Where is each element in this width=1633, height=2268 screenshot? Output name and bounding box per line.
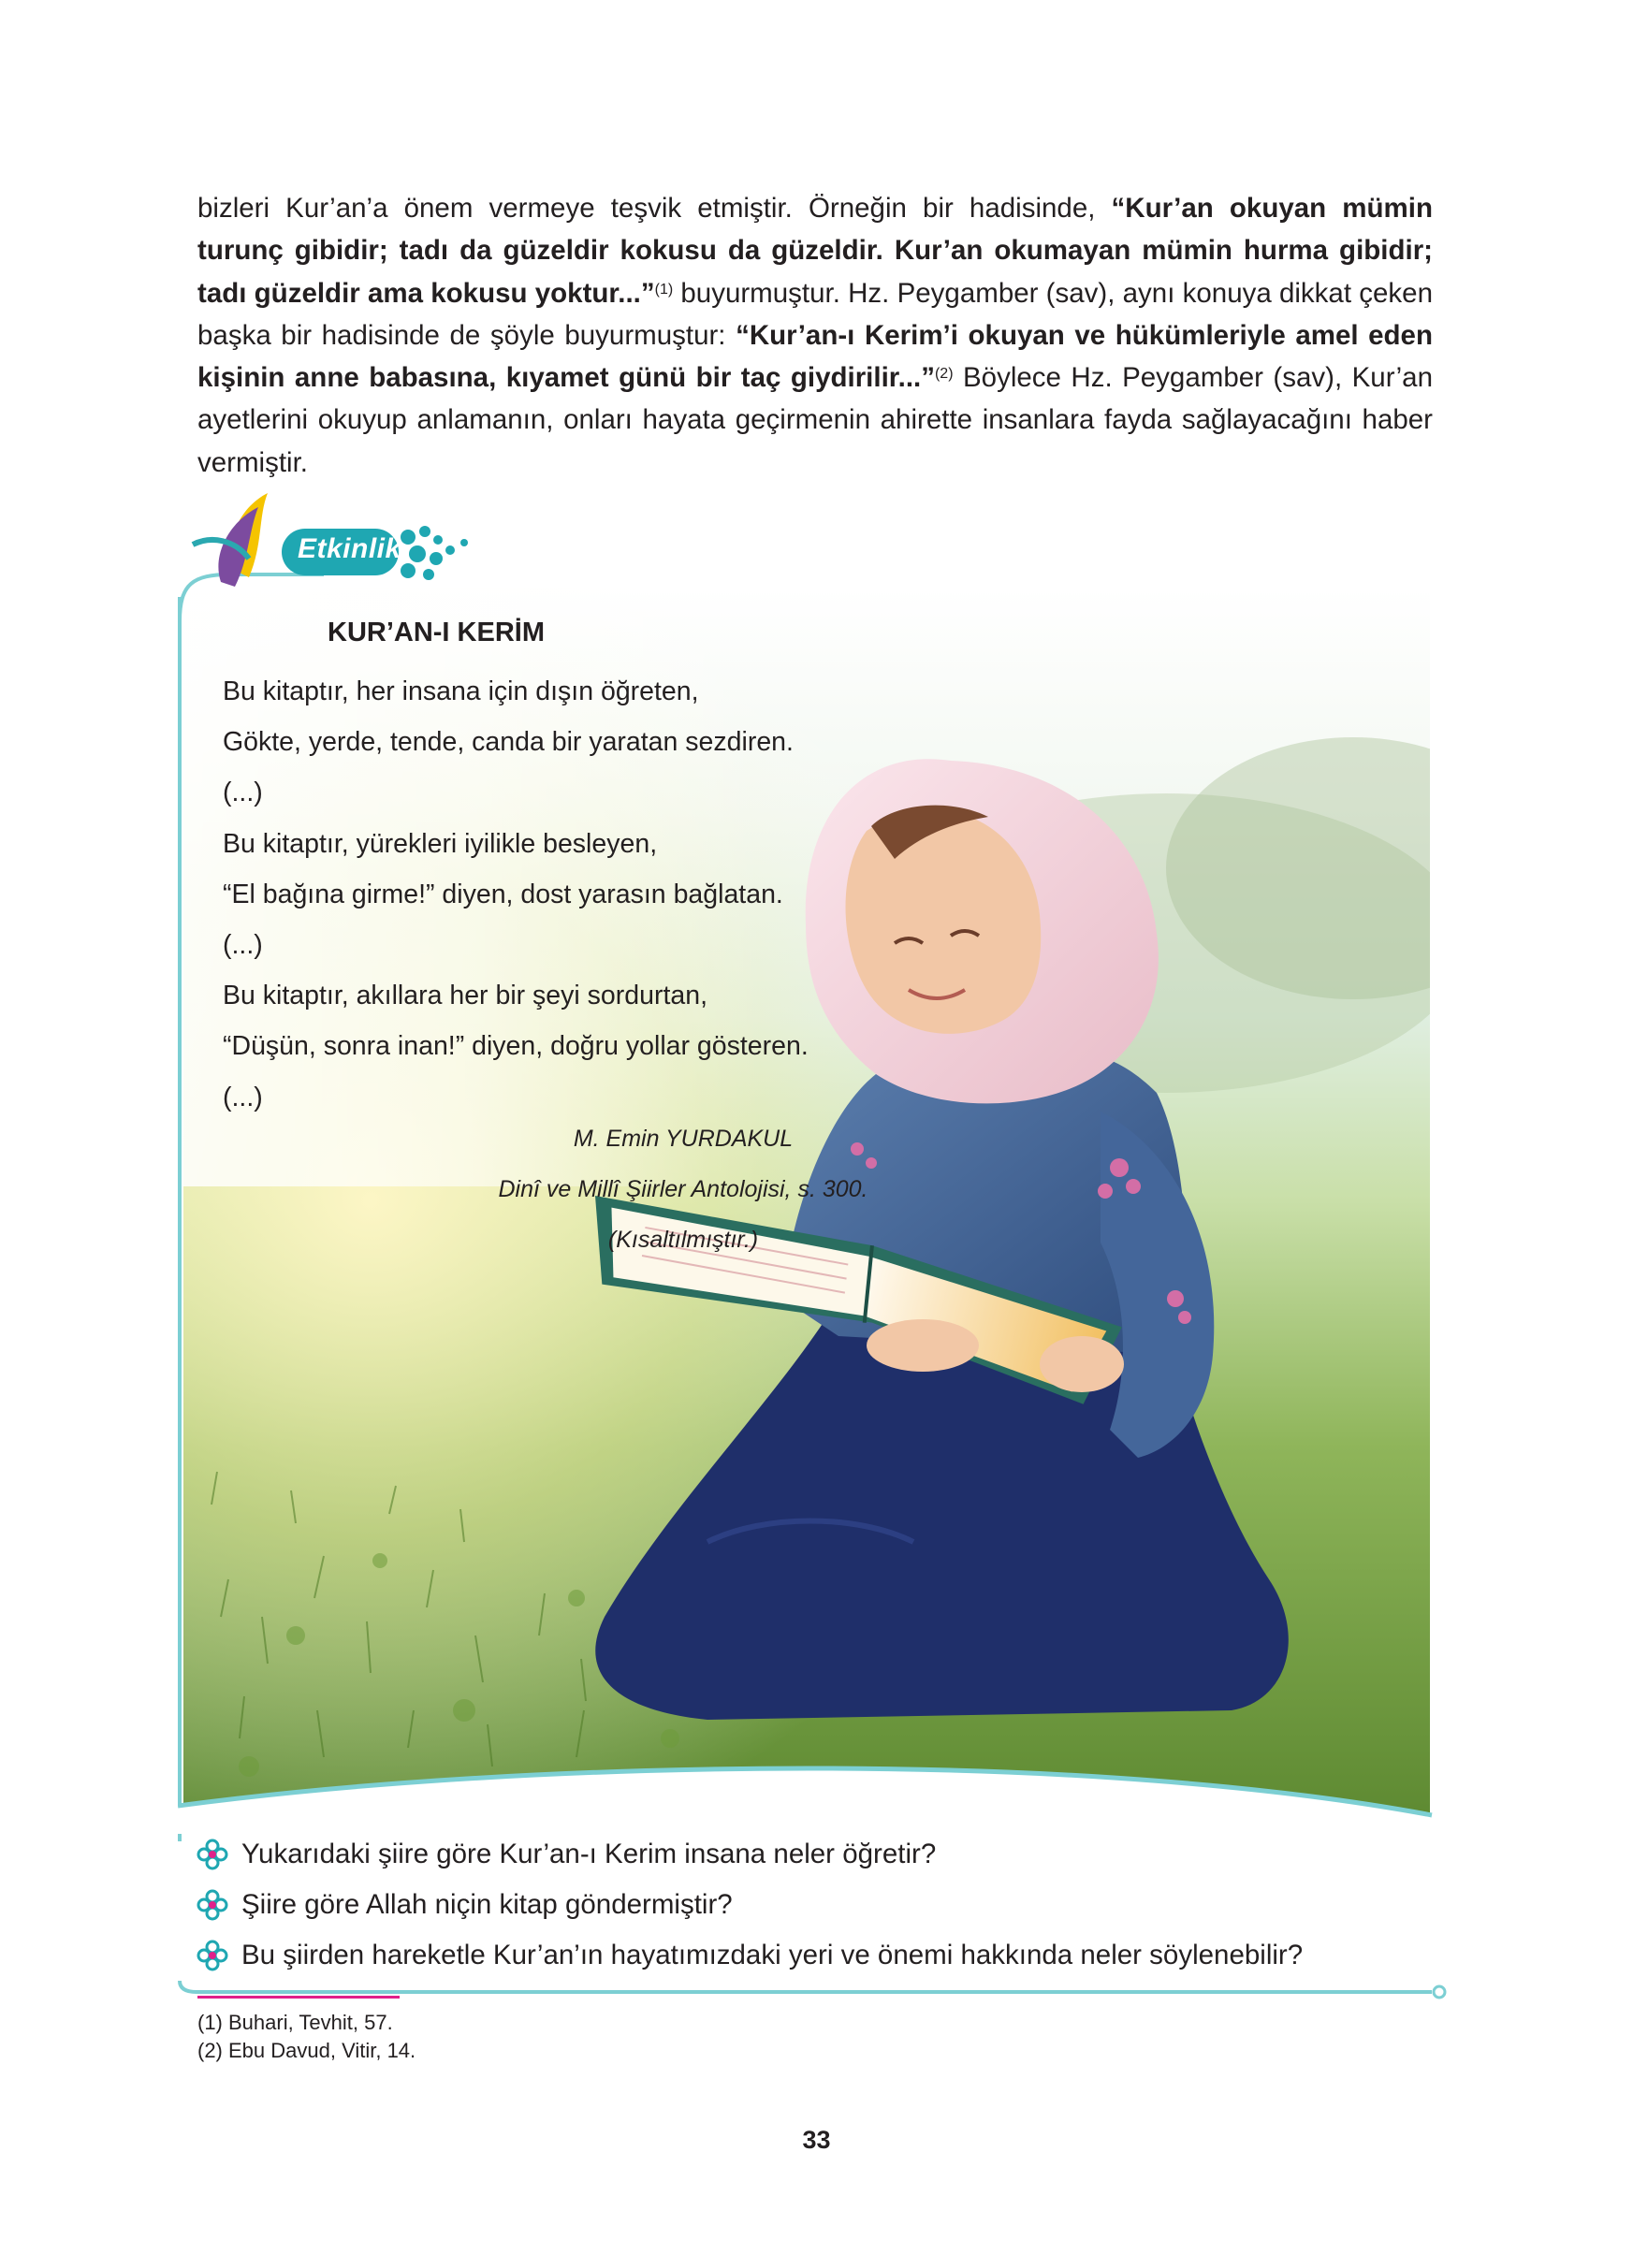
question-item: [197, 1930, 1303, 1981]
flower-bullet-icon: [197, 1839, 228, 1870]
footnote-item: (1) Buhari, Tevhit, 57.: [197, 2011, 393, 2034]
poem-line: Bu kitaptır, yürekleri iyilikle besleyen,: [223, 828, 658, 859]
question-item: [197, 1829, 1303, 1880]
poem: [223, 666, 809, 1123]
hadith-quote-2: “Kur’an-ı Kerim’i okuyan ve hükümleriyle amel eden kişinin anne babasına, kıyamet günü bir taç giydirilir...”: [197, 319, 1433, 394]
footnote-ref-2[interactable]: (2): [934, 366, 954, 383]
intro-text-2: buyurmuştur. Hz. Peygamber (sav), aynı konuya dikkat çeken başka bir hadisinde de şöyle buyurmuştur:: [197, 277, 1433, 351]
question-text: Şiire göre Allah niçin kitap göndermiştir?: [241, 1889, 733, 1920]
activity-frame-left: [178, 597, 182, 1841]
footnotes: [197, 2009, 416, 2065]
poem-line: Gökte, yerde, tende, canda bir yaratan sezdiren.: [223, 727, 794, 758]
poem-line: Bu kitaptır, her insana için dışın öğreten,: [223, 676, 699, 706]
poem-line: (...): [223, 778, 263, 808]
intro-paragraph: [197, 187, 1433, 484]
question-text: Yukarıdaki şiire göre Kur’an-ı Kerim insana neler öğretir?: [241, 1839, 937, 1869]
footnote-ref-1[interactable]: (1): [654, 281, 674, 298]
flower-bullet-icon: [197, 1889, 228, 1921]
intro-text-1: bizleri Kur’an’a önem vermeye teşvik etmiştir. Örneğin bir hadisinde,: [197, 193, 1112, 224]
poem-author: M. Emin YURDAKUL: [573, 1126, 794, 1152]
activity-bottom-wave: [178, 1759, 1436, 1834]
footnote-divider: [197, 1996, 400, 1999]
poem-line: “El bağına girme!” diyen, dost yarasın bağlatan.: [223, 879, 783, 909]
poem-line: Bu kitaptır, akıllara her bir şeyi sordurtan,: [223, 981, 707, 1011]
poem-source: Dinî ve Millî Şiirler Antolojisi, s. 300.: [498, 1176, 868, 1202]
poem-title: KUR’AN-I KERİM: [328, 618, 545, 647]
page-number: 33: [802, 2126, 831, 2154]
poem-line: (...): [223, 1082, 263, 1112]
question-text: Bu şiirden hareketle Kur’an’ın hayatımızdaki yeri ve önemi hakkında neler söylenebilir?: [241, 1940, 1304, 1970]
flower-bullet-icon: [197, 1940, 228, 1971]
intro-text-3: Böylece Hz. Peygamber (sav), Kur’an ayetlerini okuyup anlamanın, onları hayata geçirmenin ahirette insanlara fayda sağlayacağını haber vermiştir.: [197, 362, 1433, 478]
hadith-quote-1: “Kur’an okuyan mümin turunç gibidir; tadı da güzeldir kokusu da güzeldir. Kur’an okumayan mümin hurma gibidir; tadı güzeldir ama kokusu yoktur...”: [197, 193, 1433, 309]
activity-badge-label: Etkinlik: [298, 533, 401, 564]
question-list: [197, 1829, 1303, 1981]
poem-line: (...): [223, 930, 263, 961]
footnote-item: (2) Ebu Davud, Vitir, 14.: [197, 2039, 416, 2062]
poem-note: (Kısaltılmıştır.): [607, 1227, 759, 1253]
poem-line: “Düşün, sonra inan!” diyen, doğru yollar gösteren.: [223, 1031, 809, 1062]
question-item: [197, 1880, 1303, 1930]
